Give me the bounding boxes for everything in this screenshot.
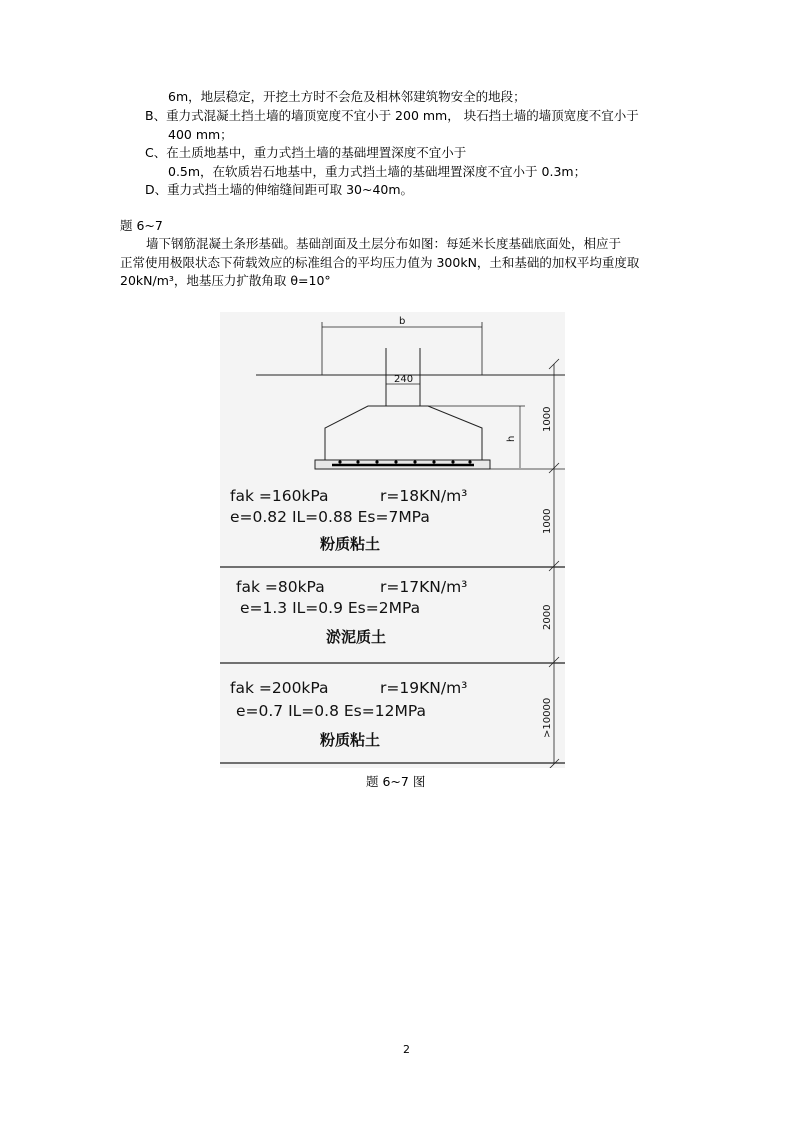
layer1-fak: fak =160kPa: [230, 487, 329, 505]
option-b-line1: B、重力式混凝土挡土墙的墙顶宽度不宜小于 200 mm， 块石挡土墙的墙顶宽度不宜小于: [145, 108, 639, 123]
dim-h-label: h: [506, 435, 517, 442]
foundation-figure: [220, 312, 565, 768]
layer3-gamma: r=19KN/m³: [380, 679, 468, 697]
layer2-params: e=1.3 IL=0.9 Es=2MPa: [240, 599, 421, 617]
layer1-params: e=0.82 IL=0.88 Es=7MPa: [230, 508, 430, 526]
option-c-line1: C、在土质地基中，重力式挡土墙的基础埋置深度不宜小于: [145, 145, 467, 160]
problem-text-line3: 20kN/m³，地基压力扩散角取 θ=10°: [120, 273, 331, 288]
dim-right-2: 2000: [542, 604, 553, 630]
layer2-fak: fak =80kPa: [236, 578, 325, 596]
option-a-continuation: 6m，地层稳定，开挖土方时不会危及相林邻建筑物安全的地段；: [168, 89, 526, 104]
dim-wall-label: 240: [394, 374, 414, 385]
layer2-gamma: r=17KN/m³: [380, 578, 468, 596]
option-b-line2: 400 mm；: [168, 127, 233, 142]
problem-text-line2: 正常使用极限状态下荷载效应的标准组合的平均压力值为 300kN，土和基础的加权平均重度取: [120, 255, 640, 270]
layer2-name: 淤泥质土: [326, 628, 387, 646]
page-number: 2: [403, 1043, 410, 1056]
layer1-gamma: r=18KN/m³: [380, 487, 468, 505]
dim-b-label: b: [399, 316, 406, 327]
problem-heading: 题 6~7: [120, 218, 163, 233]
layer3-name: 粉质粘土: [320, 731, 381, 749]
foundation-section-drawing: [220, 312, 565, 768]
dim-right-1: 1000: [542, 508, 553, 534]
dim-right-0: 1000: [542, 406, 553, 432]
layer3-params: e=0.7 IL=0.8 Es=12MPa: [236, 702, 426, 720]
figure-caption: 题 6~7 图: [366, 774, 426, 789]
option-c-line2: 0.5m，在软质岩石地基中，重力式挡土墙的基础埋置深度不宜小于 0.3m；: [168, 164, 587, 179]
layer1-name: 粉质粘土: [320, 535, 381, 553]
problem-text-line1: 墙下钢筋混凝土条形基础。基础剖面及土层分布如图：每延米长度基础底面处，相应于: [146, 236, 622, 251]
layer3-fak: fak =200kPa: [230, 679, 329, 697]
dim-right-3: >10000: [542, 697, 553, 738]
option-d-line1: D、重力式挡土墙的伸缩缝间距可取 30~40m。: [145, 182, 414, 197]
